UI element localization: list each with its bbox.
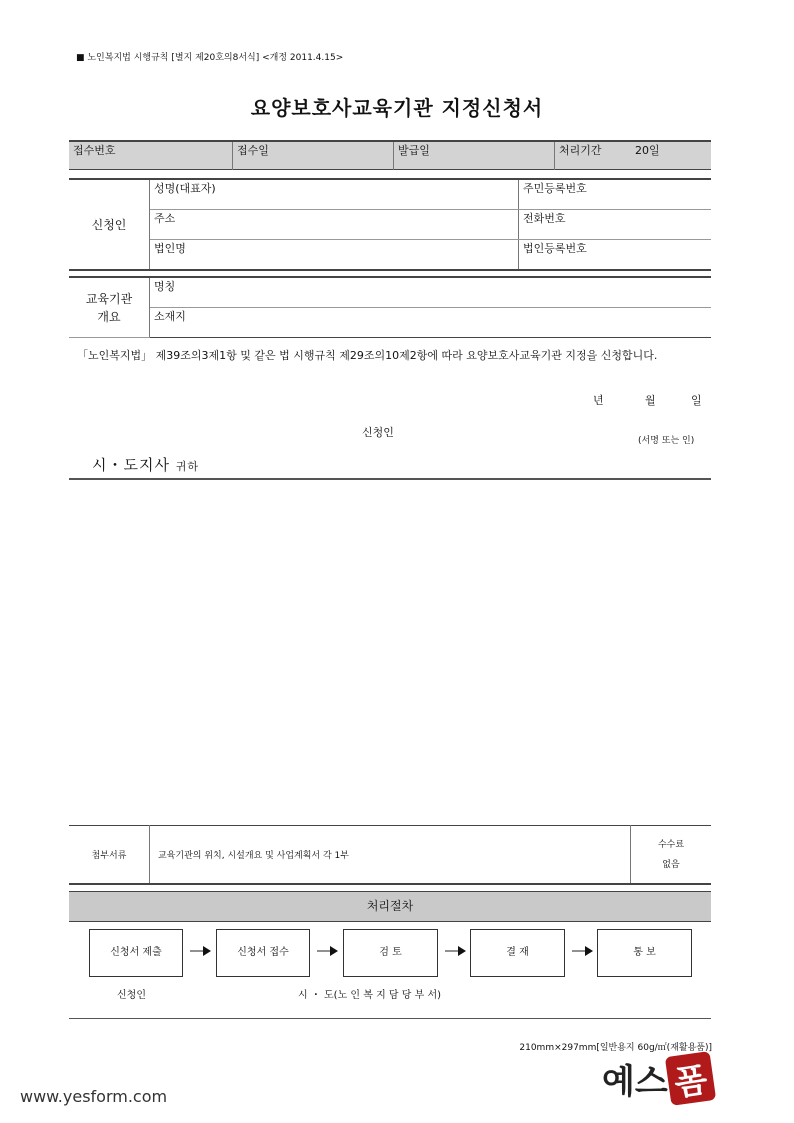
- step-notify: 통 보: [597, 929, 692, 977]
- fee-cell: [631, 826, 712, 885]
- issue-date-label: 발급일: [398, 144, 430, 157]
- paper-spec: 210mm×297mm[일반용지 60g/㎡(재활용품)]: [519, 1043, 712, 1053]
- actor-applicant: 신청인: [117, 990, 146, 1001]
- org-location-label: 소재지: [154, 310, 186, 323]
- date-month[interactable]: 월: [645, 394, 656, 407]
- org-section-label: [69, 277, 150, 338]
- org-section-label-2: 개요: [97, 309, 121, 324]
- date-day[interactable]: 일: [691, 394, 702, 407]
- receipt-date-cell[interactable]: [233, 141, 394, 170]
- step-review: 검 토: [343, 929, 438, 977]
- receipt-date-label: 접수일: [237, 144, 269, 157]
- applicant-address-label: 주소: [154, 212, 176, 225]
- arrow-right-icon: [572, 945, 594, 957]
- applicant-rrn-field[interactable]: [519, 179, 712, 210]
- logo-badge: 폼: [665, 1051, 716, 1106]
- org-name-field[interactable]: [150, 277, 712, 308]
- applicant-section-label: 신청인: [69, 179, 150, 270]
- declaration-text: 「노인복지법」 제39조의3제1항 및 같은 법 시행규칙 제29조의10제2항에 따라 요양보호사교육기관 지정을 신청합니다.: [77, 349, 658, 362]
- processing-period-cell: [555, 141, 712, 170]
- applicant-rrn-label: 주민등록번호: [523, 182, 587, 195]
- logo-text: 예스: [602, 1062, 668, 1102]
- attachment-content: 교육기관의 위치, 시설개요 및 사업계획서 각 1부: [150, 826, 631, 885]
- arrow-right-icon: [445, 945, 467, 957]
- page-title: 요양보호사교육기관 지정신청서: [250, 96, 544, 120]
- corp-name-label: 법인명: [154, 242, 186, 255]
- applicant-phone-label: 전화번호: [523, 212, 566, 225]
- signature-applicant-label: 신청인: [362, 426, 394, 439]
- applicant-name-field[interactable]: [150, 179, 519, 210]
- form-reference: ■ 노인복지법 시행규칙 [별지 제20호의8서식] <개정 2011.4.15>: [76, 53, 344, 63]
- step-receive: 신청서 접수: [216, 929, 310, 977]
- arrow-right-icon: [190, 945, 212, 957]
- corp-reg-label: 법인등록번호: [523, 242, 587, 255]
- attachment-label: 첨부서류: [69, 826, 150, 885]
- step-submit: 신청서 제출: [89, 929, 183, 977]
- section-divider: [69, 478, 711, 480]
- issue-date-cell[interactable]: [394, 141, 555, 170]
- corp-name-field[interactable]: [150, 240, 519, 271]
- fee-label: 수수료: [657, 839, 685, 850]
- attachment-table: [69, 825, 711, 885]
- processing-period-label: 처리기간: [559, 144, 602, 157]
- org-section-label-1: 교육기관: [85, 291, 133, 306]
- site-url[interactable]: www.yesform.com: [20, 1087, 168, 1106]
- processing-period-value: 20일: [635, 144, 660, 157]
- bottom-divider: [69, 1018, 711, 1019]
- step-approve: 결 재: [470, 929, 565, 977]
- receipt-number-label: 접수번호: [73, 144, 116, 157]
- brand-logo[interactable]: [602, 1054, 713, 1103]
- org-table: [69, 276, 711, 338]
- arrow-right-icon: [317, 945, 339, 957]
- procedure-title: 처리절차: [69, 891, 711, 922]
- signature-note[interactable]: (서명 또는 인): [638, 436, 695, 446]
- recipient: [92, 454, 199, 475]
- receipt-table: [69, 140, 711, 170]
- applicant-phone-field[interactable]: [519, 210, 712, 240]
- corp-reg-field[interactable]: [519, 240, 712, 271]
- org-name-label: 명칭: [154, 280, 176, 293]
- org-location-field[interactable]: [150, 308, 712, 338]
- fee-value: 없음: [662, 859, 680, 870]
- applicant-address-field[interactable]: [150, 210, 519, 240]
- date-year[interactable]: 년: [593, 394, 604, 407]
- applicant-table: [69, 178, 711, 271]
- applicant-name-label: 성명(대표자): [154, 182, 216, 195]
- recipient-suffix: 귀하: [175, 460, 200, 473]
- actor-office: 시 ・ 도(노 인 복 지 담 당 부 서): [298, 990, 442, 1001]
- receipt-number-cell[interactable]: [69, 141, 233, 170]
- recipient-name: 시・도지사: [92, 456, 170, 474]
